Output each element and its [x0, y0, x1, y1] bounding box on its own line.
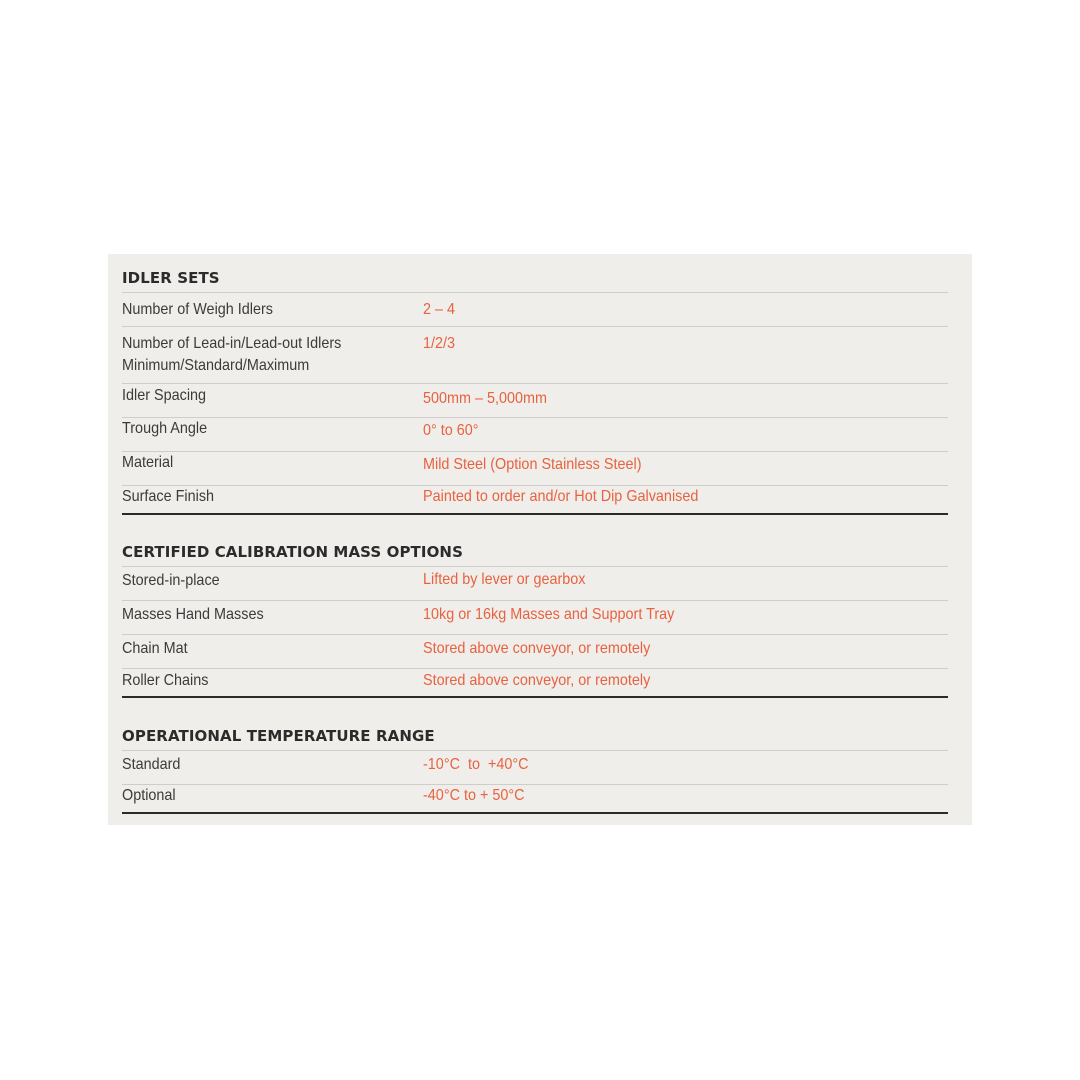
spec-label: Number of Weigh Idlers [122, 301, 274, 318]
section-temperature-range [122, 722, 948, 814]
spec-row [122, 784, 948, 812]
spec-row [122, 750, 948, 784]
spec-label: Idler Spacing [122, 387, 207, 404]
spec-row [122, 566, 948, 600]
spec-label: Roller Chains [122, 672, 209, 689]
spec-row [122, 668, 948, 696]
spec-label: Masses Hand Masses [122, 606, 264, 623]
spec-label: Surface Finish [122, 488, 215, 505]
section-divider [122, 812, 948, 814]
spec-row [122, 417, 948, 451]
spec-label: Material [122, 454, 174, 471]
section-title: OPERATIONAL TEMPERATURE RANGE [122, 727, 435, 745]
spec-row [122, 600, 948, 634]
spec-row [122, 451, 948, 485]
spec-value: Lifted by lever or gearbox [423, 571, 586, 588]
spec-value: 2 – 4 [423, 301, 456, 318]
spec-label-line: Minimum/Standard/Maximum [122, 357, 310, 374]
spec-row [122, 292, 948, 326]
section-calibration-mass-options [122, 538, 948, 698]
section-title: CERTIFIED CALIBRATION MASS OPTIONS [122, 543, 463, 561]
spec-table-panel [108, 254, 972, 825]
section-idler-sets [122, 264, 948, 515]
section-divider [122, 696, 948, 698]
spec-label: Trough Angle [122, 420, 208, 437]
spec-label-line: Number of Lead-in/Lead-out Idlers [122, 335, 342, 352]
spec-row [122, 326, 948, 383]
section-title: IDLER SETS [122, 269, 220, 287]
spec-value: Stored above conveyor, or remotely [423, 640, 651, 657]
spec-value: 500mm – 5,000mm [423, 390, 548, 407]
spec-value: 0° to 60° [423, 422, 479, 439]
spec-value: 10kg or 16kg Masses and Support Tray [423, 606, 675, 623]
spec-value: Stored above conveyor, or remotely [423, 672, 651, 689]
spec-row [122, 485, 948, 513]
spec-label: Optional [122, 787, 176, 804]
spec-label: Stored-in-place [122, 572, 220, 589]
spec-label: Chain Mat [122, 640, 188, 657]
section-divider [122, 513, 948, 515]
spec-label [122, 327, 393, 383]
spec-row [122, 634, 948, 668]
spec-row [122, 383, 948, 417]
spec-value: Painted to order and/or Hot Dip Galvanised [423, 488, 699, 505]
spec-value: Mild Steel (Option Stainless Steel) [423, 456, 642, 473]
spec-label: Standard [122, 756, 181, 773]
spec-value: -10°C to +40°C [423, 756, 529, 773]
spec-value: 1/2/3 [423, 335, 456, 352]
spec-value: -40°C to + 50°C [423, 787, 525, 804]
